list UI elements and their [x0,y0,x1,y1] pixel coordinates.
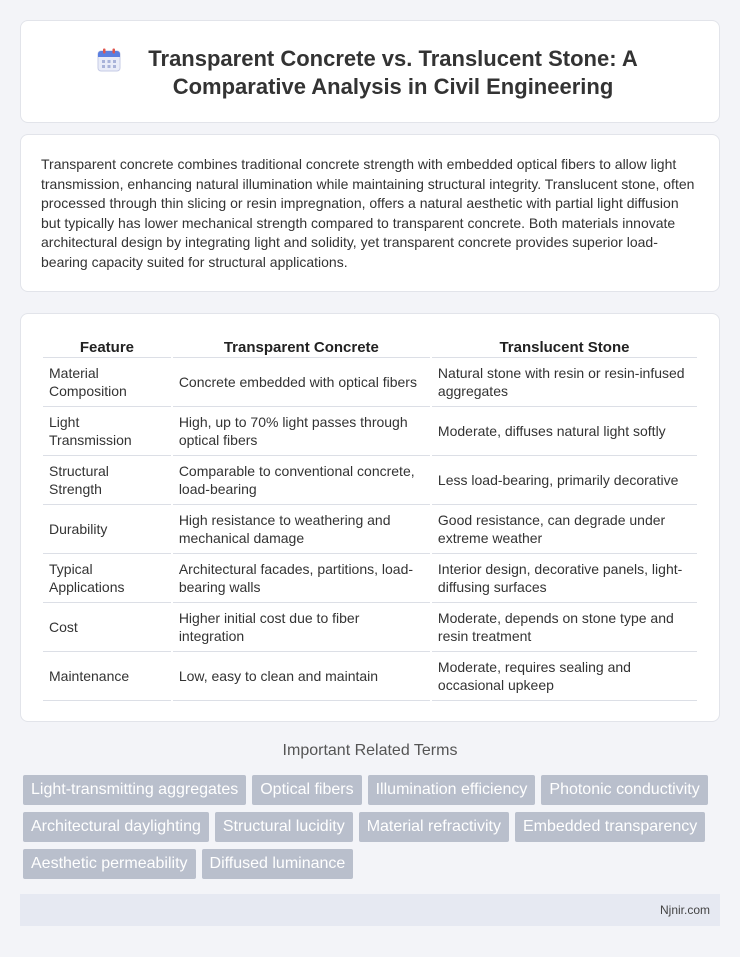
intro-paragraph: Transparent concrete combines traditional concrete strength with embedded optical fibers to allow light transmission, enhancing natural illumination while maintaining structural integrity. Translucent stone, often processed through thin slicing or resin impregnation, offers a natural aesthetic with partial light diffusion but typically has lower mechanical strength compared to transparent concrete. Both materials innovate architectural design by integrating light and solidity, yet transparent concrete provides superior load-bearing capacity suited for structural applications. [41,156,695,270]
intro-card [20,134,720,292]
table-cell: Less load-bearing, primarily decorative [432,456,697,505]
table-row [43,652,697,701]
related-terms-list [23,775,723,879]
table-header-row [43,334,697,358]
term-tag[interactable]: Material refractivity [359,812,509,842]
table-cell-feature: Cost [43,603,171,652]
page-title: Transparent Concrete vs. Translucent Stone: A Comparative Analysis in Civil Engineering [148,46,638,99]
table-cell-feature: Typical Applications [43,554,171,603]
term-tag[interactable]: Architectural daylighting [23,812,209,842]
term-tag[interactable]: Optical fibers [252,775,361,805]
header-transparent-concrete: Transparent Concrete [173,334,430,358]
related-terms-heading: Important Related Terms [282,742,458,759]
table-row [43,505,697,554]
term-tag[interactable]: Illumination efficiency [368,775,536,805]
header-feature: Feature [43,334,171,358]
table-row [43,407,697,456]
table-cell-feature: Structural Strength [43,456,171,505]
table-row [43,603,697,652]
table-cell: Moderate, requires sealing and occasional upkeep [432,652,697,701]
table-cell: Interior design, decorative panels, light-diffusing surfaces [432,554,697,603]
table-cell: Comparable to conventional concrete, load-bearing [173,456,430,505]
table-cell: Higher initial cost due to fiber integration [173,603,430,652]
table-cell: Natural stone with resin or resin-infused aggregates [432,358,697,407]
footer [20,894,720,926]
table-cell: Architectural facades, partitions, load-bearing walls [173,554,430,603]
table-row [43,456,697,505]
table-cell-feature: Durability [43,505,171,554]
term-tag[interactable]: Photonic conductivity [541,775,707,805]
table-cell: Concrete embedded with optical fibers [173,358,430,407]
table-cell: Moderate, diffuses natural light softly [432,407,697,456]
calendar-icon [97,48,121,72]
term-tag[interactable]: Aesthetic permeability [23,849,196,879]
table-row [43,554,697,603]
table-cell: High, up to 70% light passes through optical fibers [173,407,430,456]
term-tag[interactable]: Light-transmitting aggregates [23,775,246,805]
title-wrap [21,45,719,101]
footer-site-link[interactable]: Njnir.com [659,903,710,917]
table-row [43,358,697,407]
table-cell: Low, easy to clean and maintain [173,652,430,701]
comparison-table [41,334,699,701]
header-translucent-stone: Translucent Stone [432,334,697,358]
term-tag[interactable]: Structural lucidity [215,812,353,842]
table-cell: Moderate, depends on stone type and resin treatment [432,603,697,652]
table-cell: Good resistance, can degrade under extreme weather [432,505,697,554]
comparison-table-card [20,313,720,722]
table-cell-feature: Maintenance [43,652,171,701]
term-tag[interactable]: Diffused luminance [202,849,354,879]
table-cell: High resistance to weathering and mechanical damage [173,505,430,554]
table-cell-feature: Light Transmission [43,407,171,456]
table-cell-feature: Material Composition [43,358,171,407]
header-card [20,20,720,123]
term-tag[interactable]: Embedded transparency [515,812,705,842]
